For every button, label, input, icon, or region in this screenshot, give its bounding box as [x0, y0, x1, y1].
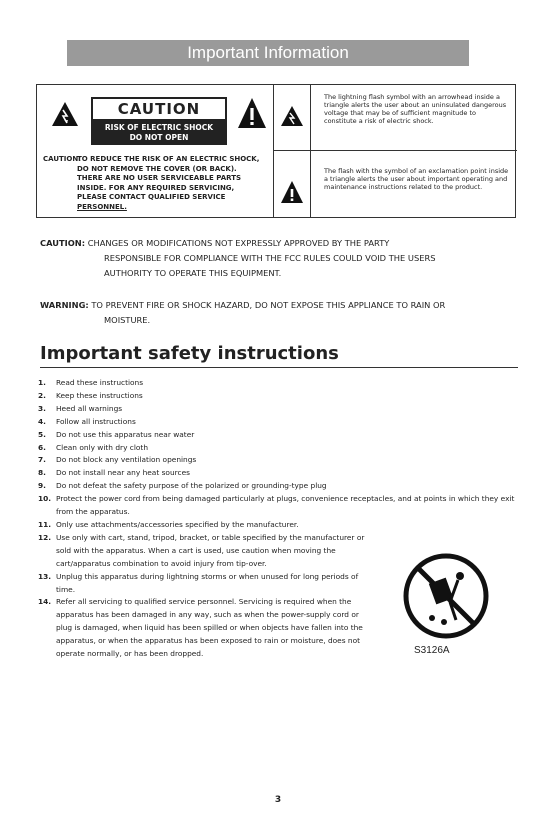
exclamation-warning-icon: [280, 180, 304, 204]
list-item-number: 11.: [38, 519, 52, 529]
figure-code: S3126A: [414, 645, 450, 656]
list-item-text: Do not use this apparatus near water: [56, 429, 195, 439]
divider: [310, 85, 311, 217]
list-item-text: Keep these instructions: [56, 390, 143, 400]
list-item: [38, 377, 518, 390]
list-item-number: 10.: [38, 494, 52, 504]
caution-body-line: TO REDUCE THE RISK OF AN ELECTRIC SHOCK,: [77, 155, 260, 163]
list-item-text: Follow all instructions: [56, 416, 136, 426]
list-item: [38, 442, 518, 455]
list-item-number: 7.: [38, 455, 46, 465]
lightning-description: The lightning flash symbol with an arrowhead inside a triangle alerts the user about an uninsulated dangerous voltage that may be of sufficient magnitude to constitute a risk of electric shock.: [324, 93, 507, 125]
page-header-banner: [67, 40, 469, 66]
caution-body-line: DO NOT REMOVE THE COVER (OR BACK).: [77, 164, 237, 173]
lightning-warning-icon: [280, 105, 304, 127]
list-item-number: 3.: [38, 403, 46, 413]
statement-line: CHANGES OR MODIFICATIONS NOT EXPRESSLY APPROVED BY THE PARTY: [87, 238, 390, 248]
caution-info-box: [36, 84, 516, 218]
caution-subtitle-line: DO NOT OPEN: [129, 133, 189, 142]
lightning-warning-icon: [51, 101, 79, 127]
caution-subtitle: [91, 121, 227, 145]
statement-line: TO PREVENT FIRE OR SHOCK HAZARD, DO NOT EXPOSE THIS APPLIANCE TO RAIN OR: [91, 300, 446, 310]
caution-body-line: INSIDE. FOR ANY REQUIRED SERVICING,: [77, 183, 235, 192]
caution-label-block: [91, 97, 227, 145]
list-item: [38, 596, 376, 661]
cart-tip-over-warning-icon: [402, 552, 490, 640]
list-item-text: Heed all warnings: [56, 403, 123, 413]
fcc-caution-statement: [40, 236, 436, 281]
list-item-number: 2.: [38, 390, 46, 400]
list-item: [38, 532, 376, 571]
caution-body-line: THERE ARE NO USER SERVICEABLE PARTS: [77, 174, 242, 182]
list-item: [38, 493, 518, 519]
list-item: [38, 480, 518, 493]
warning-statement: [40, 298, 445, 328]
list-item-number: 8.: [38, 468, 46, 478]
list-item: [38, 454, 518, 467]
divider: [273, 85, 274, 217]
list-item-text: Do not block any ventilation openings: [56, 455, 197, 465]
warning-label: WARNING:: [40, 300, 89, 310]
list-item: [38, 467, 518, 480]
list-item-text: Do not defeat the safety purpose of the polarized or grounding-type plug: [56, 481, 327, 491]
list-item-number: 12.: [38, 532, 52, 542]
exclamation-description: The flash with the symbol of an exclamation point inside a triangle alerts the user about important operating and maintenance instructions related to the product.: [324, 167, 509, 191]
statement-line: RESPONSIBLE FOR COMPLIANCE WITH THE FCC RULES COULD VOID THE USERS: [104, 253, 436, 263]
list-item-number: 13.: [38, 571, 52, 581]
page-number: 3: [274, 795, 282, 805]
heading-underline: [40, 367, 518, 368]
list-item-text: Refer all servicing to qualified service personnel. Servicing is required when the apparatus has been damaged in any way, such as when the power-supply cord or plug is damaged, when liquid has been spilled or when objects have fallen into the apparatus, or when the apparatus has been exposed to rain or moisture, does not operate normally, or has been dropped.: [56, 597, 363, 659]
list-item: [38, 429, 518, 442]
statement-line: MOISTURE.: [104, 315, 151, 325]
caution-body-label: CAUTION:: [43, 155, 82, 163]
list-item-text: Read these instructions: [56, 378, 144, 387]
divider: [273, 150, 517, 151]
caution-title: CAUTION: [91, 97, 227, 121]
list-item: [38, 416, 518, 429]
list-item: [38, 571, 376, 597]
statement-line: AUTHORITY TO OPERATE THIS EQUIPMENT.: [104, 268, 282, 278]
safety-heading: Important safety instructions: [40, 343, 339, 364]
caution-body-line: PLEASE CONTACT QUALIFIED SERVICE: [77, 193, 226, 201]
list-item-text: Clean only with dry cloth: [56, 442, 149, 452]
list-item: [38, 403, 518, 416]
list-item-number: 4.: [38, 416, 46, 426]
caution-body-line: PERSONNEL.: [77, 202, 127, 211]
list-item: [38, 390, 518, 403]
list-item-text: Use only with cart, stand, tripod, bracket, or table specified by the manufacturer or sold with the apparatus. When a cart is used, use caution when moving the cart/apparatus combination to avoid injury from tip-over.: [56, 532, 365, 568]
list-item-number: 6.: [38, 442, 46, 452]
list-item: [38, 519, 518, 532]
caution-label: CAUTION:: [40, 238, 86, 248]
list-item-text: Only use attachments/accessories specified by the manufacturer.: [56, 519, 299, 529]
list-item-number: 9.: [38, 481, 46, 491]
list-item-number: 5.: [38, 429, 46, 439]
list-item-text: Protect the power cord from being damaged particularly at plugs, convenience receptacles, and at points in which they exit from the apparatus.: [56, 494, 515, 517]
list-item-number: 1.: [38, 378, 46, 387]
page-header-title: Important Information: [187, 43, 349, 62]
caution-body: [43, 155, 269, 212]
list-item-text: Unplug this apparatus during lightning storms or when unused for long periods of time.: [56, 571, 359, 594]
caution-subtitle-line: RISK OF ELECTRIC SHOCK: [104, 123, 214, 132]
list-item-number: 14.: [38, 597, 52, 607]
list-item-text: Do not install near any heat sources: [56, 468, 190, 478]
exclamation-warning-icon: [237, 97, 267, 129]
